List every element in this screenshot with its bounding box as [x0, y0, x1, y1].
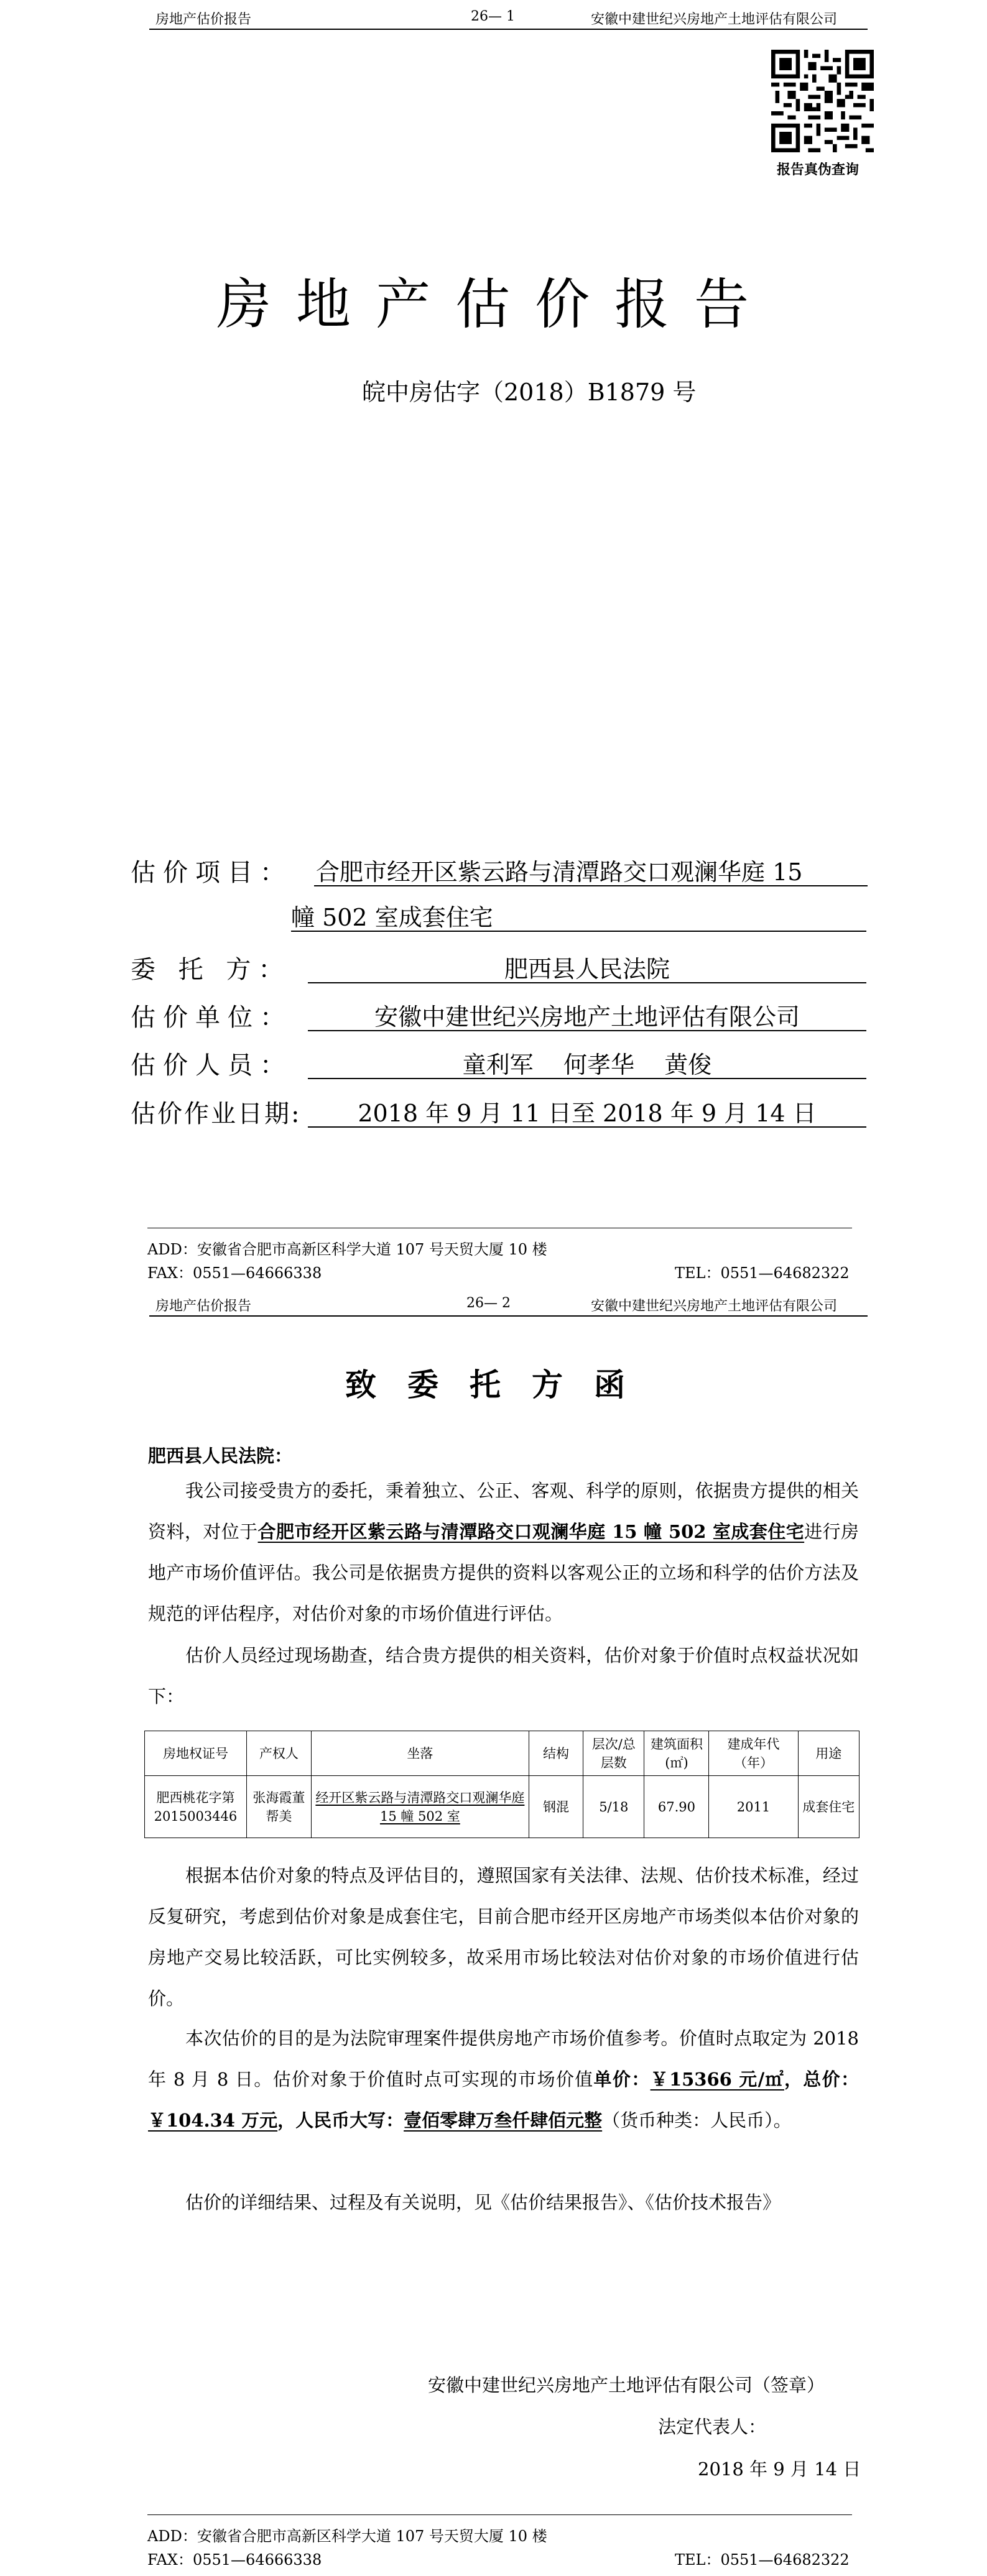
paragraph-1: 我公司接受贵方的委托，秉着独立、公正、客观、科学的原则，依据贵方提供的相关资料，对位于合肥市经开区紫云路与清潭路交口观澜华庭 15 幢 502 室成套住宅进行房地产市场价值评估。我公司是依据贵方提供的资料以客观公正的立场和科学的估价方法及规范的评估程序，对估价对象的市场价值进行评估。	[148, 1480, 859, 1624]
client-value: 肥西县人民法院	[504, 955, 670, 983]
td-structure: 钢混	[529, 1776, 583, 1838]
td-area: 67.90	[644, 1776, 709, 1838]
th-use: 用途	[798, 1731, 859, 1776]
staff-label: 估价人员：	[131, 1051, 292, 1080]
addressee: 肥西县人民法院：	[148, 1445, 293, 1466]
footer-rule	[147, 2514, 852, 2515]
paragraph-3: 根据本估价对象的特点及评估目的，遵照国家有关法律、法规、估价技术标准，经过反复研究，考虑到估价对象是成套住宅，目前合肥市经开区房地产市场类似本估价对象的房地产交易比较活跃，可比实例较多，故采用市场比较法对估价对象的市场价值进行估价。	[148, 1865, 859, 2009]
td-location: 经开区紫云路与清潭路交口观澜华庭 15 幢 502 室	[311, 1776, 529, 1838]
signature-company: 安徽中建世纪兴房地产土地评估有限公司（签章）	[428, 2375, 825, 2396]
date-label: 估价作业日期:	[131, 1100, 302, 1128]
td-owner: 张海霞董帮美	[246, 1776, 311, 1838]
unit-label: 估价单位：	[131, 1003, 292, 1032]
unit-value: 安徽中建世纪兴房地产土地评估有限公司	[374, 1003, 800, 1031]
project-underline-1	[314, 885, 868, 886]
th-owner: 产权人	[246, 1731, 311, 1776]
letter-title: 致委托方函	[345, 1366, 656, 1403]
header-rule	[149, 1315, 868, 1317]
qr-code-icon	[771, 50, 874, 152]
staff-value: 童利军 何孝华 黄俊	[462, 1051, 712, 1079]
page-header-number: 26— 1	[471, 9, 515, 24]
table-header-row	[145, 1731, 860, 1776]
project-value-line1: 合肥市经开区紫云路与清潭路交口观澜华庭 15	[316, 858, 803, 886]
th-year: 建成年代（年）	[709, 1731, 798, 1776]
project-value-line2: 幢 502 室成套住宅	[291, 904, 493, 931]
table-row	[145, 1776, 860, 1838]
header-rule	[149, 29, 868, 30]
client-label: 委 托 方：	[131, 955, 291, 984]
unit-underline	[308, 1030, 866, 1031]
page-header-left: 房地产估价报告	[155, 1299, 252, 1314]
footer-tel: TEL：0551—64682322	[675, 2551, 850, 2569]
footer-tel: TEL：0551—64682322	[675, 1264, 850, 1282]
client-underline	[308, 982, 866, 983]
page-header-company: 安徽中建世纪兴房地产土地评估有限公司	[591, 12, 838, 27]
report-title: 房地产估价报告	[216, 272, 774, 336]
unit-price: ￥15366 元/㎡	[650, 2069, 784, 2090]
page-header-left: 房地产估价报告	[155, 12, 252, 27]
page-header-company: 安徽中建世纪兴房地产土地评估有限公司	[591, 1299, 838, 1314]
footer-address: ADD：安徽省合肥市高新区科学大道 107 号天贸大厦 10 楼	[147, 1241, 547, 1258]
property-address-highlight: 合肥市经开区紫云路与清潭路交口观澜华庭 15 幢 502 室成套住宅	[257, 1521, 805, 1542]
td-use: 成套住宅	[798, 1776, 859, 1838]
signature-date: 2018 年 9 月 14 日	[698, 2459, 861, 2480]
date-underline	[308, 1126, 866, 1128]
total-price-words: 壹佰零肆万叁仟肆佰元整	[404, 2110, 603, 2131]
th-floor: 层次/总层数	[583, 1731, 644, 1776]
footer-fax: FAX：0551—64666338	[147, 1264, 322, 1282]
footer-fax: FAX：0551—64666338	[147, 2551, 322, 2569]
date-value: 2018 年 9 月 11 日至 2018 年 9 月 14 日	[358, 1100, 817, 1127]
td-floor: 5/18	[583, 1776, 644, 1838]
property-table	[144, 1731, 860, 1838]
page-header-number: 26— 2	[466, 1295, 511, 1311]
paragraph-4: 本次估价的目的是为法院审理案件提供房地产市场价值参考。价值时点取定为 2018 年 8 月 8 日。估价对象于价值时点可实现的市场价值单价：￥15366 元/㎡，总价：￥104.34 万元，人民币大写：壹佰零肆万叁仟肆佰元整（货币种类：人民币）。	[148, 2028, 859, 2131]
td-cert: 肥西桃花字第2015003446	[145, 1776, 247, 1838]
th-cert: 房地权证号	[145, 1731, 247, 1776]
qr-caption: 报告真伪查询	[777, 162, 860, 178]
project-underline-2	[291, 931, 866, 932]
staff-underline	[308, 1078, 866, 1079]
paragraph-5: 估价的详细结果、过程及有关说明，见《估价结果报告》、《估价技术报告》	[185, 2192, 781, 2213]
signature-representative: 法定代表人：	[658, 2416, 767, 2437]
report-number: 皖中房估字（2018）B1879 号	[362, 379, 697, 406]
th-area: 建筑面积(㎡)	[644, 1731, 709, 1776]
total-price: ￥104.34 万元	[148, 2110, 278, 2131]
footer-address: ADD：安徽省合肥市高新区科学大道 107 号天贸大厦 10 楼	[147, 2528, 547, 2545]
th-structure: 结构	[529, 1731, 583, 1776]
td-year: 2011	[709, 1776, 798, 1838]
project-label: 估价项目：	[131, 858, 292, 887]
th-location: 坐落	[311, 1731, 529, 1776]
paragraph-2: 估价人员经过现场勘查，结合贵方提供的相关资料，估价对象于价值时点权益状况如下：	[148, 1645, 859, 1707]
